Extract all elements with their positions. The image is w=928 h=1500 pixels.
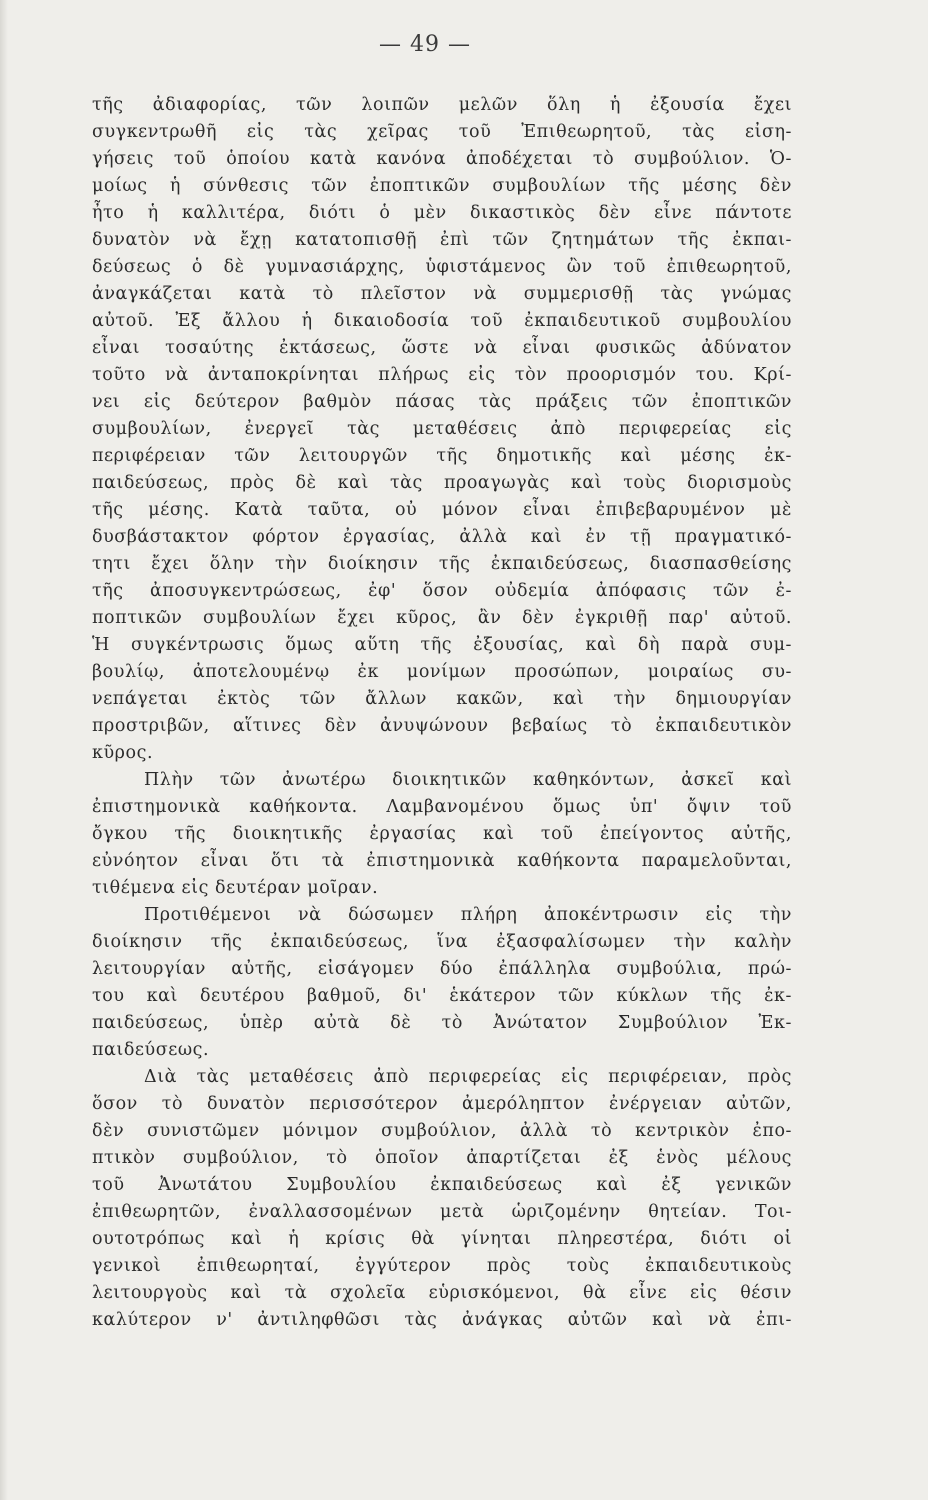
text-line: παιδεύσεως, ὑπὲρ αὐτὰ δὲ τὸ Ἀνώτατον Συμβούλιον Ἐκ- <box>92 1013 792 1033</box>
text-line: τῆς μέσης. Κατὰ ταῦτα, οὐ μόνον εἶναι ἐπιβεβαρυμένον μὲ <box>92 500 792 520</box>
text-line: του καὶ δευτέρου βαθμοῦ, δι' ἑκάτερον τῶν κύκλων τῆς ἐκ- <box>92 986 792 1006</box>
text-line: ἐπιθεωρητῶν, ἐναλλασσομένων μετὰ ὡριζομένην θητείαν. Τοι- <box>92 1202 792 1222</box>
text-line: τῆς ἀδιαφορίας, τῶν λοιπῶν μελῶν ὅλη ἡ ἐξουσία ἔχει <box>92 95 792 115</box>
text-line: δυνατὸν νὰ ἔχῃ κατατοπισθῇ ἐπὶ τῶν ζητημάτων τῆς ἐκπαι- <box>92 230 792 250</box>
text-line: εἶναι τοσαύτης ἐκτάσεως, ὥστε νὰ εἶναι φυσικῶς ἀδύνατον <box>92 338 792 358</box>
text-line: δὲν συνιστῶμεν μόνιμον συμβούλιον, ἀλλὰ τὸ κεντρικὸν ἐπο- <box>92 1121 792 1141</box>
text-line: λειτουργίαν αὐτῆς, εἰσάγομεν δύο ἐπάλληλα συμβούλια, πρώ- <box>92 959 792 979</box>
text-line: τιθέμενα εἰς δευτέραν μοῖραν. <box>92 878 379 898</box>
text-line: νει εἰς δεύτερον βαθμὸν πάσας τὰς πράξεις τῶν ἐποπτικῶν <box>92 392 792 412</box>
text-line: προστριβῶν, αἵτινες δὲν ἀνυψώνουν βεβαίως τὸ ἐκπαιδευτικὸν <box>92 716 792 736</box>
text-line: δυσβάστακτον φόρτον ἐργασίας, ἀλλὰ καὶ ἐν τῇ πραγματικό- <box>92 527 792 547</box>
text-line: συγκεντρωθῆ εἰς τὰς χεῖρας τοῦ Ἐπιθεωρητοῦ, τὰς εἰση- <box>92 122 792 142</box>
text-line: ουτοτρόπως καὶ ἡ κρίσις θὰ γίνηται πληρεστέρα, διότι οἱ <box>92 1229 792 1249</box>
text-line: τοῦτο νὰ ἀνταποκρίνηται πλήρως εἰς τὸν προορισμόν του. Κρί- <box>92 365 792 385</box>
text-line: καλύτερον ν' ἀντιληφθῶσι τὰς ἀνάγκας αὐτῶν καὶ νὰ ἐπι- <box>92 1310 792 1330</box>
text-line: ἀναγκάζεται κατὰ τὸ πλεῖστον νὰ συμμερισθῇ τὰς γνώμας <box>92 284 792 304</box>
text-line: τοῦ Ἀνωτάτου Συμβουλίου ἐκπαιδεύσεως καὶ ἐξ γενικῶν <box>92 1175 792 1195</box>
text-line: κῦρος. <box>92 743 154 763</box>
text-line: ὅσον τὸ δυνατὸν περισσότερον ἀμερόληπτον ἐνέργειαν αὐτῶν, <box>92 1094 792 1114</box>
text-line: Ἡ συγκέντρωσις ὅμως αὕτη τῆς ἐξουσίας, καὶ δὴ παρὰ συμ- <box>92 635 792 655</box>
text-line: διοίκησιν τῆς ἐκπαιδεύσεως, ἵνα ἐξασφαλίσωμεν τὴν καλὴν <box>92 932 792 952</box>
text-line: παιδεύσεως. <box>92 1040 210 1060</box>
text-line: λειτουργοὺς καὶ τὰ σχολεῖα εὑρισκόμενοι, θὰ εἶνε εἰς θέσιν <box>92 1283 792 1303</box>
text-line: τητι ἔχει ὅλην τὴν διοίκησιν τῆς ἐκπαιδεύσεως, διασπασθείσης <box>92 554 792 574</box>
text-line: ἦτο ἡ καλλιτέρα, διότι ὁ μὲν δικαστικὸς δὲν εἶνε πάντοτε <box>92 203 792 223</box>
text-line: δεύσεως ὁ δὲ γυμνασιάρχης, ὑφιστάμενος ὢν τοῦ ἐπιθεωρητοῦ, <box>92 257 792 277</box>
text-line: παιδεύσεως, πρὸς δὲ καὶ τὰς προαγωγὰς καὶ τοὺς διορισμοὺς <box>92 473 792 493</box>
text-line: εὐνόητον εἶναι ὅτι τὰ ἐπιστημονικὰ καθήκοντα παραμελοῦνται, <box>92 851 792 871</box>
text-line: ὄγκου τῆς διοικητικῆς ἐργασίας καὶ τοῦ ἐπείγοντος αὐτῆς, <box>92 824 792 844</box>
text-line: Προτιθέμενοι νὰ δώσωμεν πλήρη ἀποκέντρωσιν εἰς τὴν <box>144 905 792 925</box>
text-line: ἐπιστημονικὰ καθήκοντα. Λαμβανομένου ὅμως ὑπ' ὄψιν τοῦ <box>92 797 792 817</box>
text-line: μοίως ἡ σύνθεσις τῶν ἐποπτικῶν συμβουλίων τῆς μέσης δὲν <box>92 176 792 196</box>
page-gutter-shadow <box>0 0 8 1500</box>
text-line: Διὰ τὰς μεταθέσεις ἀπὸ περιφερείας εἰς περιφέρειαν, πρὸς <box>144 1067 792 1087</box>
page-number: — 49 — <box>379 32 471 57</box>
text-line: γήσεις τοῦ ὁποίου κατὰ κανόνα ἀποδέχεται τὸ συμβούλιον. Ὁ- <box>92 149 792 169</box>
text-line: αὐτοῦ. Ἐξ ἄλλου ἡ δικαιοδοσία τοῦ ἐκπαιδευτικοῦ συμβουλίου <box>92 311 792 331</box>
text-line: νεπάγεται ἐκτὸς τῶν ἄλλων κακῶν, καὶ τὴν δημιουργίαν <box>92 689 792 709</box>
text-line: βουλίῳ, ἀποτελουμένῳ ἐκ μονίμων προσώπων, μοιραίως συ- <box>92 662 792 682</box>
text-line: γενικοὶ ἐπιθεωρηταί, ἐγγύτερον πρὸς τοὺς ἐκπαιδευτικοὺς <box>92 1256 792 1276</box>
text-line: συμβουλίων, ἐνεργεῖ τὰς μεταθέσεις ἀπὸ περιφερείας εἰς <box>92 419 792 439</box>
text-line: ποπτικῶν συμβουλίων ἔχει κῦρος, ἂν δὲν ἐγκριθῇ παρ' αὐτοῦ. <box>92 608 792 628</box>
text-line: Πλὴν τῶν ἀνωτέρω διοικητικῶν καθηκόντων, ἀσκεῖ καὶ <box>144 770 792 790</box>
text-line: πτικὸν συμβούλιον, τὸ ὁποῖον ἀπαρτίζεται ἐξ ἑνὸς μέλους <box>92 1148 792 1168</box>
text-line: περιφέρειαν τῶν λειτουργῶν τῆς δημοτικῆς καὶ μέσης ἐκ- <box>92 446 792 466</box>
body-text <box>92 92 792 1334</box>
text-line: τῆς ἀποσυγκεντρώσεως, ἐφ' ὅσον οὐδεμία ἀπόφασις τῶν ἐ- <box>92 581 792 601</box>
